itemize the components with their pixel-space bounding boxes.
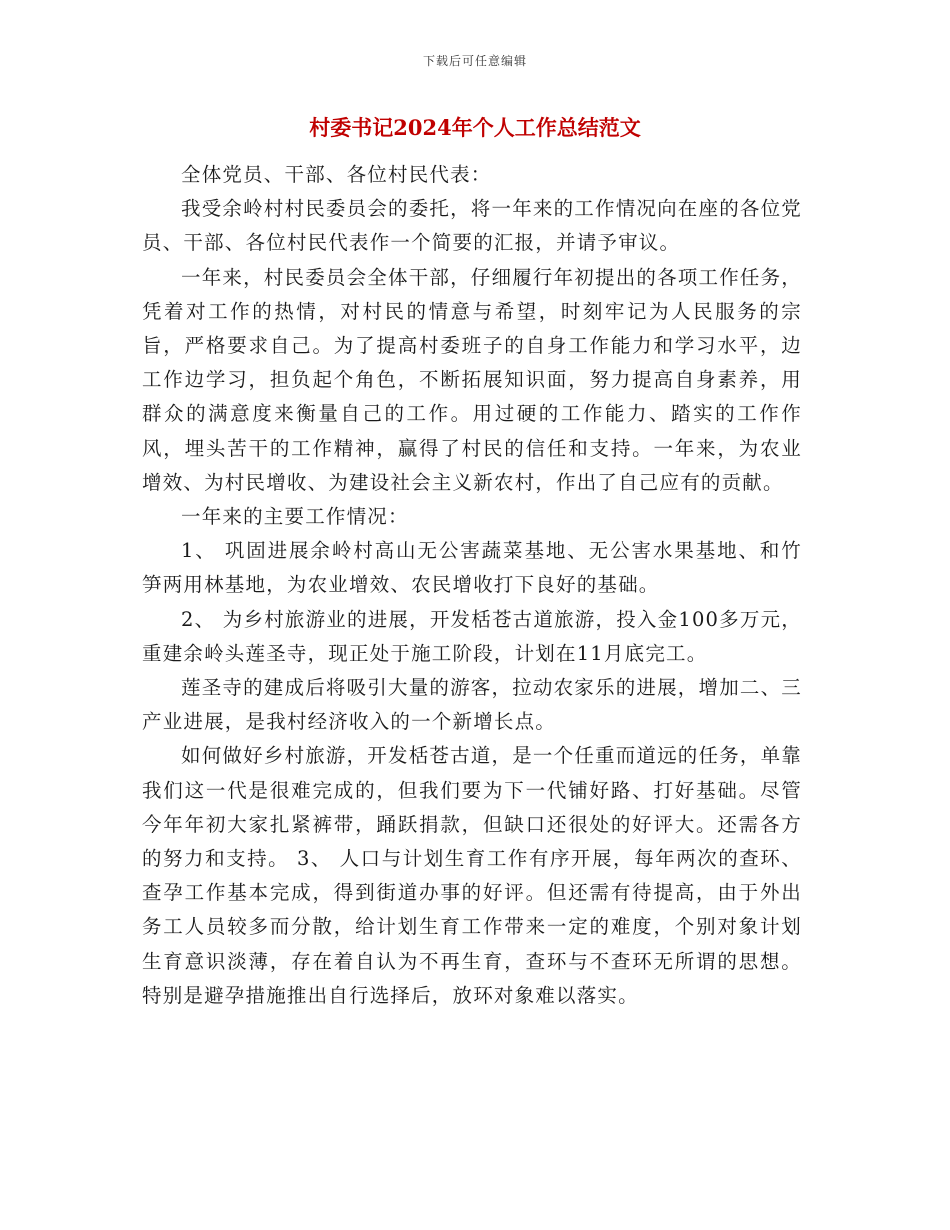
paragraph-temple: 莲圣寺的建成后将吸引大量的游客，拉动农家乐的进展，增加二、三产业进展，是我村经济收入的一个新增长点。 (142, 676, 803, 734)
document-title: 村委书记2024年个人工作总结范文 (309, 115, 641, 140)
paragraph-item-2: 2、 为乡村旅游业的进展，开发栝苍古道旅游，投入金100多万元，重建余岭头莲圣寺，现正处于施工阶段，计划在11月底完工。 (142, 607, 802, 665)
paragraph-tourism: 如何做好乡村旅游，开发栝苍古道，是一个任重而道远的任务，单靠我们这一代是很难完成的，但我们要为下一代铺好路、打好基础。尽管今年年初大家扎紧裤带，踊跃捐款，但缺口还很处的好评大。还需各方的努力和支持。 3、 人口与计划生育工作有序开展，每年两次的查环、查孕工作基本完成，得到街道办事的好评。但还需有待提高，由于外出务工人员较多而分散，给计划生育工作带来一定的难度，个别对象计划生育意识淡薄，存在着自认为不再生育，查环与不查环无所谓的思想。特别是避孕措施推出自行选择后，放环对象难以落实。 (142, 744, 803, 1007)
header-note: 下载后可任意编辑 (422, 54, 527, 68)
paragraph-salutation: 全体党员、干部、各位村民代表： (181, 163, 492, 186)
paragraph-section-heading: 一年来的主要工作情况： (181, 505, 409, 529)
paragraph-summary: 一年来，村民委员会全体干部，仔细履行年初提出的各项工作任务，凭着对工作的热情，对村民的情意与希望，时刻牢记为人民服务的宗旨，严格要求自己。为了提高村委班子的自身工作能力和学习水平，边工作边学习，担负起个角色，不断拓展知识面，努力提高自身素养，用群众的满意度来衡量自己的工作。用过硬的工作能力、踏实的工作作风，埋头苦干的工作精神，赢得了村民的信任和支持。一年来，为农业增效、为村民增收、为建设社会主义新农村，作出了自己应有的贡献。 (142, 265, 803, 494)
paragraph-intro: 我受余岭村村民委员会的委托，将一年来的工作情况向在座的各位党员、干部、各位村民代表作一个简要的汇报，并请予审议。 (142, 197, 803, 255)
paragraph-item-1: 1、 巩固进展余岭村高山无公害蔬菜基地、无公害水果基地、和竹笋两用林基地，为农业增效、农民增收打下良好的基础。 (142, 539, 802, 597)
document-body (142, 158, 802, 1013)
